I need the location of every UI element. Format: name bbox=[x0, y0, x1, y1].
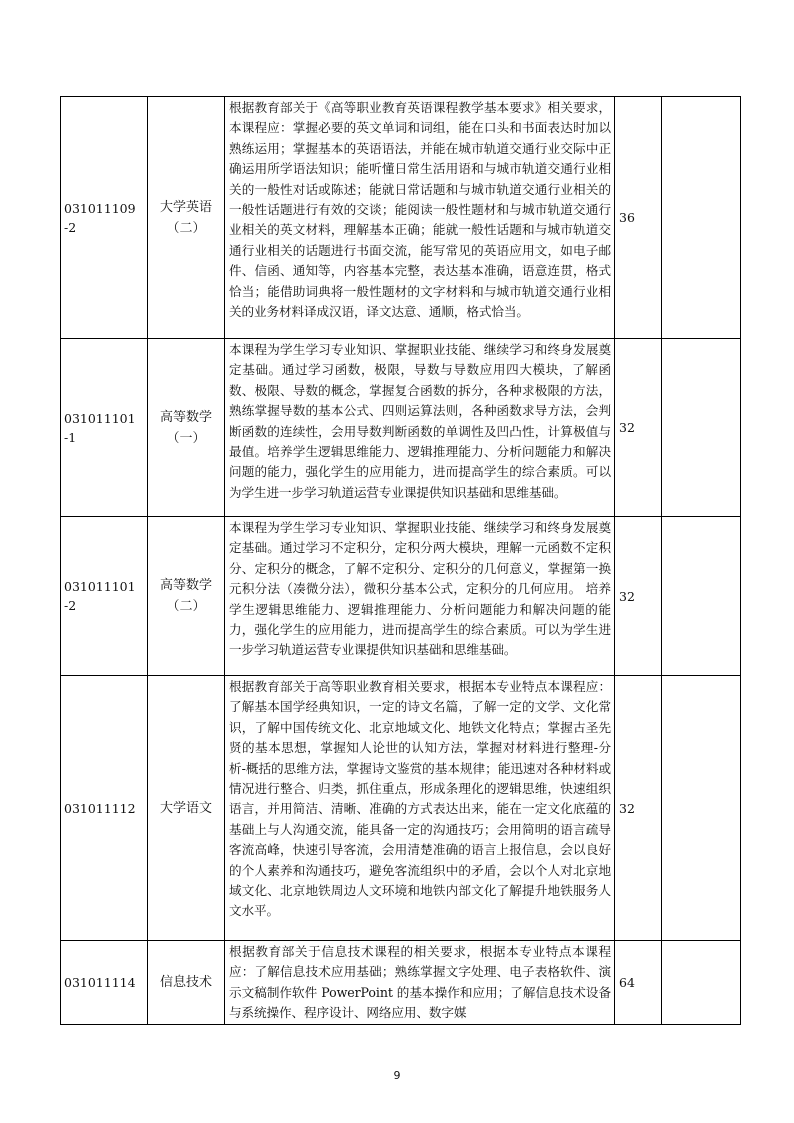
course-code-suffix: -2 bbox=[64, 598, 77, 613]
course-name-cell bbox=[148, 517, 225, 676]
table-row bbox=[61, 97, 741, 339]
course-code: 031011114 bbox=[64, 974, 136, 990]
course-table bbox=[60, 96, 741, 1025]
course-description: 根据教育部关于高等职业教育相关要求，根据本专业特点本课程应：了解基本国学经典知识，一定的诗文名篇，了解一定的文学、文化常识，了解中国传统文化、北京地域文化、地铁文化特点；掌握古圣先贤的基本思想，掌握知人论世的认知方法，掌握对材料进行整理-分析-概括的思维方法，掌握诗文鉴赏的基本规律；能迅速对各种材料或情况进行整合、归类，抓住重点，形成条理化的逻辑思维，快速组织语言，并用简洁、清晰、准确的方式表达出来，能在一定文化底蕴的基础上与人沟通交流，能具备一定的沟通技巧；会用简明的语言疏导客流高峰，快速引导客流，会用清楚准确的语言上报信息，会以良好的个人素养和沟通技巧，避免客流组织中的矛盾，会以个人对北京地域文化、北京地铁周边人文环境和地铁内部文化了解提升地铁服务人文水平。 bbox=[225, 676, 615, 941]
course-name-part: （二） bbox=[166, 599, 206, 614]
empty-cell bbox=[662, 97, 741, 339]
course-name: 高等数学 bbox=[159, 409, 212, 425]
course-name-cell bbox=[148, 941, 225, 1025]
course-description: 本课程为学生学习专业知识、掌握职业技能、继续学习和终身发展奠定基础。通过学习不定积分，定积分两大模块，理解一元函数不定积分、定积分的概念，了解不定积分、定积分的几何意义，掌握第一换元积分法（凑微分法），微积分基本公式，定积分的几何应用。 培养学生逻辑思维能力、逻辑推理能力、分析问题能力和解决问题的能力，强化学生的应用能力，进而提高学生的综合素质。可以为学生进一步学习轨道运营专业课提供知识基础和思维基础。 bbox=[225, 517, 615, 676]
course-name: 高等数学 bbox=[159, 578, 212, 593]
course-description: 根据教育部关于信息技术课程的相关要求，根据本专业特点本课程应：了解信息技术应用基础；熟练掌握文字处理、电子表格软件、演示文稿制作软件 PowerPoint 的基本操作和应用；了解信息技术设备与系统操作、程序设计、网络应用、数字媒 bbox=[225, 941, 615, 1025]
empty-cell bbox=[662, 941, 741, 1025]
course-name: 大学英语 bbox=[159, 199, 212, 215]
table-row bbox=[61, 339, 741, 517]
course-code: 031011109 bbox=[64, 200, 136, 216]
course-code-cell bbox=[61, 339, 148, 517]
course-code-cell bbox=[61, 941, 148, 1025]
course-code: 031011101 bbox=[64, 579, 136, 594]
course-code-suffix: -1 bbox=[64, 429, 77, 445]
table-row bbox=[61, 517, 741, 676]
course-code: 031011101 bbox=[64, 410, 136, 426]
course-code: 031011112 bbox=[64, 800, 136, 816]
course-name: 信息技术 bbox=[159, 974, 212, 990]
course-name-cell bbox=[148, 97, 225, 339]
course-description: 本课程为学生学习专业知识、掌握职业技能、继续学习和终身发展奠定基础。通过学习函数，极限，导数与导数应用四大模块，了解函数、极限、导数的概念，掌握复合函数的拆分，各种求极限的方法，熟练掌握导数的基本公式、四则运算法则，各种函数求导方法，会判断函数的连续性，会用导数判断函数的单调性及凹凸性，计算极值与最值。培养学生逻辑思维能力、逻辑推理能力、分析问题能力和解决问题的能力，强化学生的应用能力，进而提高学生的综合素质。可以为学生进一步学习轨道运营专业课提供知识基础和思维基础。 bbox=[225, 339, 615, 517]
course-code-suffix: -2 bbox=[64, 219, 77, 235]
course-hours: 32 bbox=[615, 676, 662, 941]
table-row bbox=[61, 676, 741, 941]
course-name: 大学语文 bbox=[159, 800, 212, 816]
course-name-part: （二） bbox=[166, 220, 206, 236]
course-hours: 32 bbox=[615, 339, 662, 517]
table-row bbox=[61, 941, 741, 1025]
course-hours: 32 bbox=[615, 517, 662, 676]
empty-cell bbox=[662, 517, 741, 676]
course-name-cell bbox=[148, 676, 225, 941]
empty-cell bbox=[662, 676, 741, 941]
course-name-part: （一） bbox=[166, 430, 206, 446]
course-hours: 36 bbox=[615, 97, 662, 339]
course-code-cell bbox=[61, 517, 148, 676]
course-description: 根据教育部关于《高等职业教育英语课程教学基本要求》相关要求，本课程应：掌握必要的英文单词和词组，能在口头和书面表达时加以熟练运用；掌握基本的英语语法，并能在城市轨道交通行业交际中正确运用所学语法知识；能听懂日常生活用语和与城市轨道交通行业相关的一般性对话或陈述；能就日常话题和与城市轨道交通行业相关的一般性话题进行有效的交谈；能阅读一般性题材和与城市轨道交通行业相关的英文材料，理解基本正确；能就一般性话题和与城市轨道交通行业相关的话题进行书面交流，能写常见的英语应用文，如电子邮件、信函、通知等，内容基本完整，表达基本准确，语意连贯，格式恰当；能借助词典将一般性题材的文字材料和与城市轨道交通行业相关的业务材料译成汉语，译文达意、通顺，格式恰当。 bbox=[225, 97, 615, 339]
empty-cell bbox=[662, 339, 741, 517]
course-hours: 64 bbox=[615, 941, 662, 1025]
course-name-cell bbox=[148, 339, 225, 517]
page-number: 9 bbox=[393, 1069, 401, 1082]
course-code-cell bbox=[61, 97, 148, 339]
course-code-cell bbox=[61, 676, 148, 941]
